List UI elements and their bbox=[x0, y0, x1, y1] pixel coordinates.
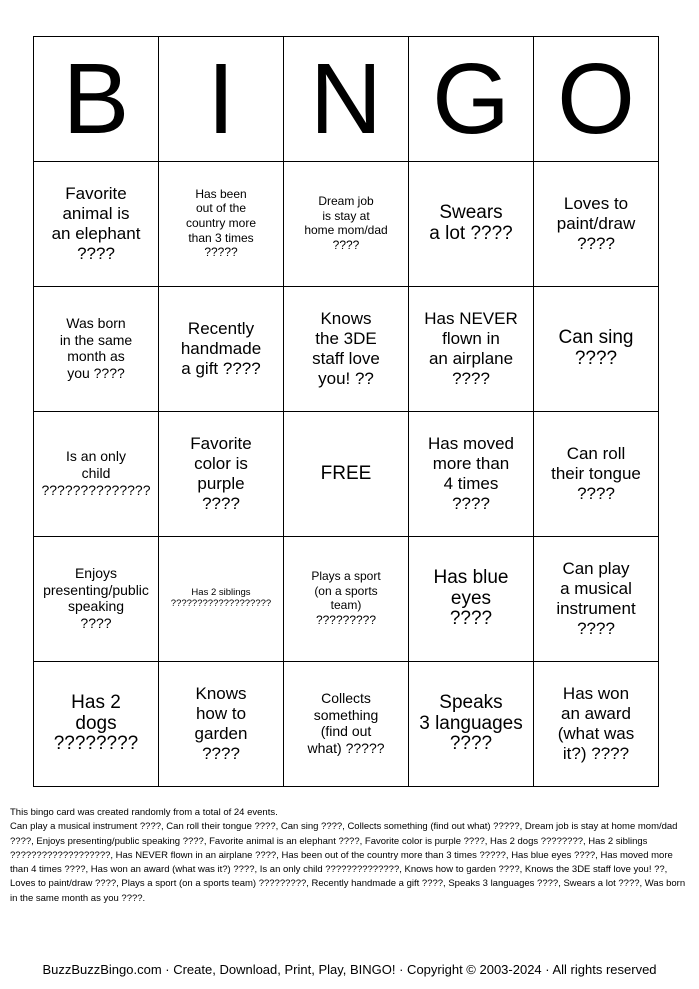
bingo-cell bbox=[534, 287, 659, 412]
cell-text: Favorite animal is an elephant ???? bbox=[51, 183, 141, 264]
bingo-cell bbox=[409, 662, 534, 787]
cell-text: Loves to paint/draw ???? bbox=[556, 193, 636, 254]
header-row bbox=[34, 37, 659, 162]
bingo-cell bbox=[409, 537, 534, 662]
bingo-cell bbox=[159, 287, 284, 412]
bingo-cell bbox=[159, 662, 284, 787]
cell-text: Has NEVER flown in an airplane ???? bbox=[424, 308, 518, 389]
bingo-cell bbox=[409, 162, 534, 287]
cell-text: Collects something (find out what) ????? bbox=[307, 689, 385, 757]
bingo-cell bbox=[159, 162, 284, 287]
site-footer: BuzzBuzzBingo.com · Create, Download, Print, Play, BINGO! · Copyright © 2003-2024 · All rights reserved bbox=[42, 962, 657, 977]
free-space bbox=[284, 412, 409, 537]
footnote-intro: This bingo card was created randomly from a total of 24 events. bbox=[10, 807, 278, 818]
header-letter-i: I bbox=[159, 37, 284, 162]
cell-text: Plays a sport (on a sports team) ????????? bbox=[311, 569, 381, 627]
card-row-4 bbox=[34, 537, 659, 662]
bingo-card bbox=[33, 36, 659, 787]
cell-text: Has 2 dogs ???????? bbox=[53, 691, 139, 755]
card-row-5 bbox=[34, 662, 659, 787]
card-row-3 bbox=[34, 412, 659, 537]
cell-text: Can play a musical instrument ???? bbox=[556, 558, 636, 639]
header-letter-g: G bbox=[409, 37, 534, 162]
cell-text: FREE bbox=[320, 462, 372, 484]
card-row-2 bbox=[34, 287, 659, 412]
cell-text: Is an only child ?????????????? bbox=[41, 448, 151, 498]
cell-text: Can sing ???? bbox=[558, 327, 634, 369]
card-row-1 bbox=[34, 162, 659, 287]
cell-text: Knows how to garden ???? bbox=[194, 683, 248, 764]
cell-text: Dream job is stay at home mom/dad ???? bbox=[304, 194, 388, 252]
bingo-cell bbox=[34, 162, 159, 287]
bingo-cell bbox=[284, 662, 409, 787]
cell-text: Has blue eyes ???? bbox=[433, 566, 509, 630]
bingo-cell bbox=[159, 537, 284, 662]
bingo-cell bbox=[534, 662, 659, 787]
bingo-cell bbox=[284, 537, 409, 662]
bingo-cell bbox=[284, 287, 409, 412]
cell-text: Has 2 siblings ??????????????????? bbox=[170, 586, 272, 610]
cell-text: Enjoys presenting/public speaking ???? bbox=[43, 564, 149, 632]
cell-text: Knows the 3DE staff love you! ?? bbox=[312, 308, 380, 389]
cell-text: Can roll their tongue ???? bbox=[551, 443, 641, 504]
cell-text: Has won an award (what was it?) ???? bbox=[557, 683, 635, 764]
bingo-cell bbox=[409, 412, 534, 537]
header-letter-o: O bbox=[534, 37, 659, 162]
bingo-cell bbox=[159, 412, 284, 537]
bingo-cell bbox=[534, 412, 659, 537]
card-footnote bbox=[10, 806, 692, 906]
cell-text: Swears a lot ???? bbox=[429, 202, 513, 244]
cell-text: Was born in the same month as you ???? bbox=[59, 314, 133, 382]
bingo-cell bbox=[34, 287, 159, 412]
bingo-cell bbox=[34, 537, 159, 662]
cell-text: Speaks 3 languages ???? bbox=[419, 691, 523, 755]
cell-text: Recently handmade a gift ???? bbox=[180, 318, 262, 379]
bingo-cell bbox=[409, 287, 534, 412]
bingo-cell bbox=[34, 662, 159, 787]
bingo-cell bbox=[284, 162, 409, 287]
footnote-event-list: Can play a musical instrument ????, Can roll their tongue ????, Can sing ????, Collects something (find out what) ?????, Dream job is stay at home mom/dad ????, Enjoys presenting/public speaking ????, Favorite animal is an elephant ????, Favorite color is purple ????, Has 2 dogs ????????, Has 2 siblings ???????????????????, Has NEVER flown in an airplane ????, Has been out of the country more than 3 times ?????, Has blue eyes ????, Has moved more than 4 times ????, Has won an award (what was it?) ????, Is an only child ??????????????, Knows how to garden ????, Knows the 3DE staff love you! ??, Loves to paint/draw ????, Plays a sport (on a sports team) ?????????, Recently handmade a gift ????, Speaks 3 languages ????, Swears a lot ????, Was born in the same month as you ????. bbox=[10, 821, 686, 904]
bingo-cell bbox=[534, 537, 659, 662]
cell-text: Favorite color is purple ???? bbox=[190, 433, 252, 514]
header-letter-n: N bbox=[284, 37, 409, 162]
bingo-cell bbox=[34, 412, 159, 537]
cell-text: Has moved more than 4 times ???? bbox=[428, 433, 514, 514]
cell-text: Has been out of the country more than 3 times ????? bbox=[185, 186, 257, 260]
bingo-cell bbox=[534, 162, 659, 287]
header-letter-b: B bbox=[34, 37, 159, 162]
